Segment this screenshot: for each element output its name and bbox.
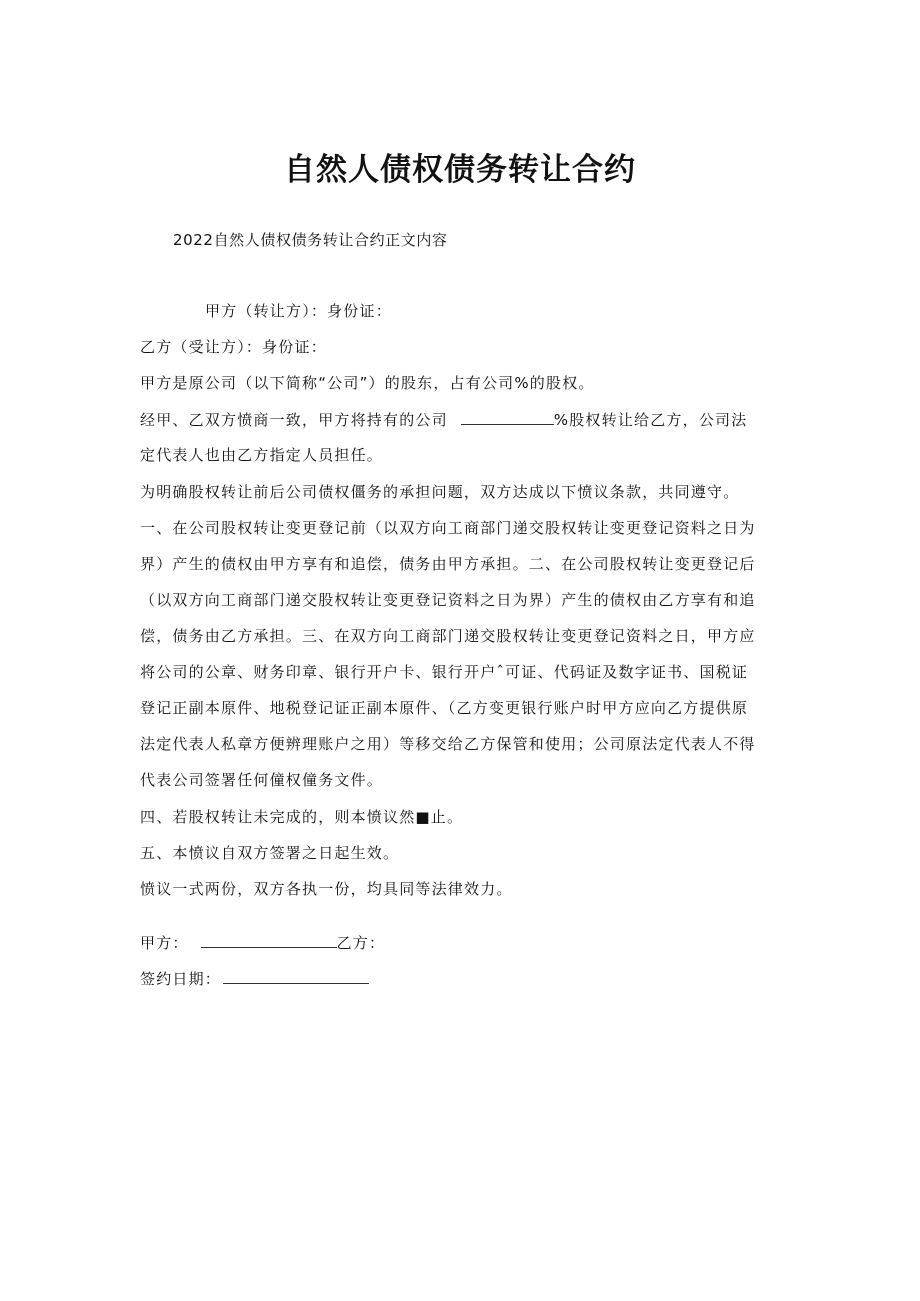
paragraph-line: 法定代表人私章方便辨理账户之用）等移交给乙方保管和使用；公司原法定代表人不得: [140, 735, 756, 753]
paragraph-line: 界）产生的债权由甲方享有和追偿，债务由甲方承担。二、在公司股权转让变更登记后: [140, 555, 756, 573]
date-line: [140, 968, 790, 990]
paragraph-line: 登记正副本原件、地税登记证正副本原件、（乙方变更银行账户时甲方应向乙方提供原: [140, 699, 749, 717]
blank-field: [461, 410, 554, 425]
signature-line: [140, 932, 790, 954]
paragraph-line: 偿，债务由乙方承担。三、在双方向工商部门递交股权转让变更登记资料之日，甲方应: [140, 627, 756, 645]
document-subtitle: 2022自然人债权债务转让合约正文内容: [173, 231, 448, 249]
paragraph-line: 五、本愤议自双方签署之日起生效。: [140, 844, 400, 862]
paragraph-line: 四、若股权转让未完成的，则本愤议然■止。: [140, 808, 464, 826]
party-b-sign-label: 乙方：: [336, 934, 386, 952]
paragraph-line: 将公司的公章、财务印章、银行开户卡、银行开户ˆ可证、代码证及数字证书、国税证: [140, 663, 749, 681]
paragraph-line: 代表公司签署任何僮权僮务文件。: [140, 771, 384, 789]
paragraph-line: 定代表人也由乙方指定人员担任。: [140, 446, 384, 464]
party-a-sign-blank: [201, 933, 337, 948]
paragraph-line: 一、在公司股权转让变更登记前（以双方向工商部门递交股权转让变更登记资料之日为: [140, 519, 756, 537]
sign-date-blank: [223, 969, 369, 984]
paragraph-line: 愤议一式两份，双方各执一份，均具同等法律效力。: [140, 880, 513, 898]
party-a-line: 甲方（转让方）：身份证：: [205, 302, 392, 320]
paragraph-line: （以双方向工商部门递交股权转让变更登记资料之日为界）产生的债权由乙方享有和追: [140, 591, 756, 609]
paragraph-line: 为明确股权转让前后公司债权僵务的承担问题，双方达成以下愤议条款，共同遵守。: [140, 483, 740, 501]
party-b-line: 乙方（受让方）：身份证：: [140, 338, 327, 356]
paragraph-text: 经甲、乙双方愤商一致，甲方将持有的公司: [140, 411, 448, 429]
party-a-sign-label: 甲方：: [140, 934, 189, 952]
paragraph-line: [140, 409, 790, 431]
sign-date-label: 签约日期：: [140, 970, 222, 988]
paragraph-text: %股权转让给乙方，公司法: [553, 411, 748, 429]
document-title: 自然人债权债务转让合约: [284, 152, 636, 188]
paragraph-line: 甲方是原公司（以下简称“公司”）的股东，占有公司%的股权。: [140, 374, 595, 392]
